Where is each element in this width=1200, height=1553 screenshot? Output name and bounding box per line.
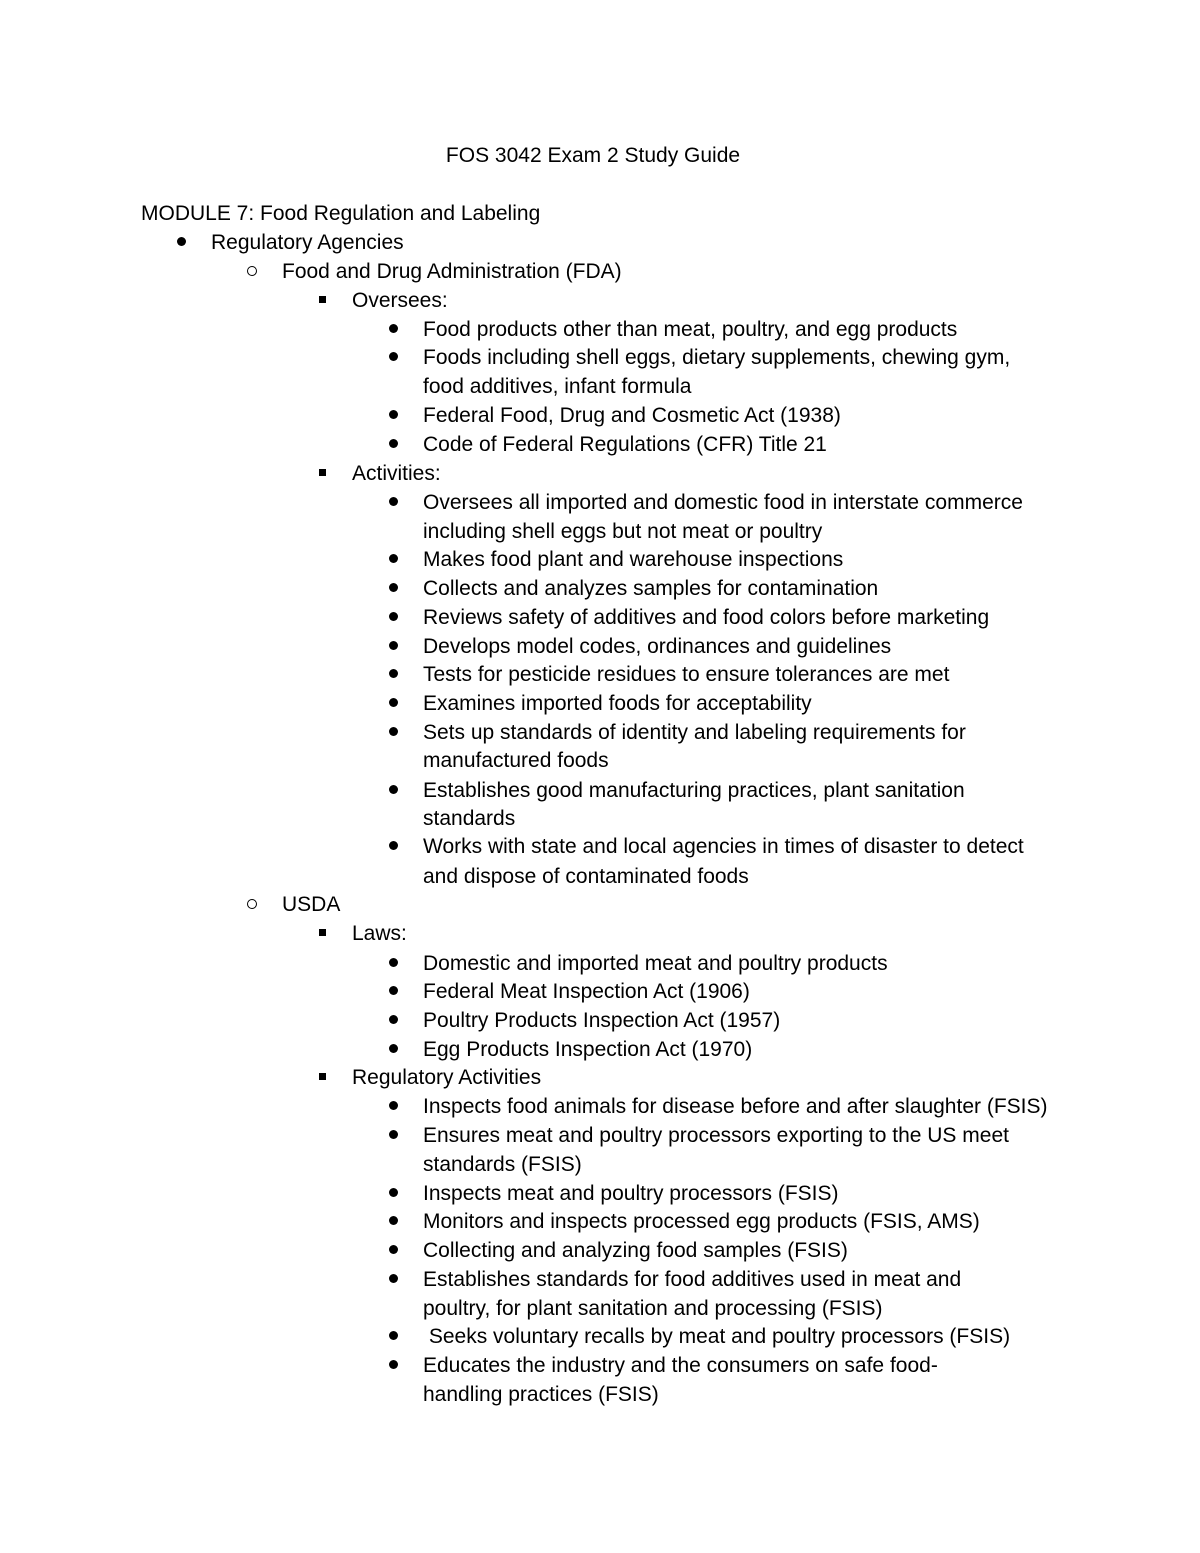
bullet-dot-icon: [383, 1035, 403, 1064]
bullet-dot-icon: [383, 545, 403, 574]
bullet-dot-icon: [383, 660, 403, 689]
list-item-continuation: and dispose of contaminated foods: [423, 865, 749, 888]
list-item: Collecting and analyzing food samples (FSIS): [423, 1239, 848, 1262]
list-item: Inspects meat and poultry processors (FSIS): [423, 1182, 839, 1205]
list-item: Sets up standards of identity and labeling requirements for: [423, 721, 966, 744]
bullet-dot-icon: [383, 315, 403, 344]
list-item: Reviews safety of additives and food colors before marketing: [423, 606, 990, 629]
list-item: Works with state and local agencies in times of disaster to detect: [423, 835, 1024, 858]
document-title: FOS 3042 Exam 2 Study Guide: [445, 144, 741, 167]
bullet-dot-icon: [383, 689, 403, 718]
bullet-dot-icon: [383, 1006, 403, 1035]
list-item: Code of Federal Regulations (CFR) Title 21: [423, 433, 827, 456]
list-item: Food products other than meat, poultry, and egg products: [423, 318, 958, 341]
list-item: Develops model codes, ordinances and guidelines: [423, 635, 892, 658]
bullet-dot-icon: [383, 1121, 403, 1150]
list-item: Seeks voluntary recalls by meat and poultry processors (FSIS): [423, 1325, 1011, 1348]
fda-activities-label: Activities:: [352, 462, 441, 485]
list-item: Establishes standards for food additives used in meat and: [423, 1268, 962, 1291]
bullet-dot-icon: [383, 1351, 403, 1380]
list-item: Inspects food animals for disease before and after slaughter (FSIS): [423, 1095, 1048, 1118]
bullet-dot-icon: [383, 1207, 403, 1236]
bullet-dot-icon: [383, 776, 403, 805]
bullet-dot-icon: [383, 603, 403, 632]
bullet-dot-icon: [383, 949, 403, 978]
bullet-dot-icon: [383, 1265, 403, 1294]
module-heading: MODULE 7: Food Regulation and Labeling: [141, 202, 541, 225]
section-heading: Regulatory Agencies: [211, 231, 404, 254]
list-item-continuation: including shell eggs but not meat or poultry: [423, 520, 823, 543]
list-item: Poultry Products Inspection Act (1957): [423, 1009, 781, 1032]
bullet-dot-icon: [383, 1322, 403, 1351]
list-item: Makes food plant and warehouse inspections: [423, 548, 844, 571]
list-item: Collects and analyzes samples for contamination: [423, 577, 879, 600]
bullet-square-icon: [312, 1063, 332, 1092]
list-item: Ensures meat and poultry processors exporting to the US meet: [423, 1124, 1009, 1147]
bullet-circle-icon: [242, 890, 262, 919]
list-item-continuation: standards: [423, 807, 516, 830]
bullet-dot-icon: [383, 488, 403, 517]
list-item: Educates the industry and the consumers on safe food-: [423, 1354, 938, 1377]
bullet-dot-icon: [171, 228, 191, 257]
list-item-continuation: food additives, infant formula: [423, 375, 692, 398]
list-item: Federal Meat Inspection Act (1906): [423, 980, 750, 1003]
list-item: Foods including shell eggs, dietary supplements, chewing gym,: [423, 346, 1011, 369]
bullet-dot-icon: [383, 832, 403, 861]
list-item: Tests for pesticide residues to ensure tolerances are met: [423, 663, 950, 686]
bullet-dot-icon: [383, 343, 403, 372]
bullet-dot-icon: [383, 1236, 403, 1265]
list-item-continuation: handling practices (FSIS): [423, 1383, 659, 1406]
usda-activities-label: Regulatory Activities: [352, 1066, 542, 1089]
list-item: Examines imported foods for acceptability: [423, 692, 812, 715]
bullet-dot-icon: [383, 977, 403, 1006]
list-item-continuation: manufactured foods: [423, 749, 609, 772]
list-item: Domestic and imported meat and poultry products: [423, 952, 888, 975]
bullet-dot-icon: [383, 632, 403, 661]
fda-oversees-label: Oversees:: [352, 289, 448, 312]
bullet-dot-icon: [383, 1092, 403, 1121]
bullet-square-icon: [312, 459, 332, 488]
list-item: Establishes good manufacturing practices, plant sanitation: [423, 779, 965, 802]
list-item: Monitors and inspects processed egg products (FSIS, AMS): [423, 1210, 980, 1233]
list-item: Egg Products Inspection Act (1970): [423, 1038, 753, 1061]
bullet-circle-icon: [242, 257, 262, 286]
usda-heading: USDA: [282, 893, 341, 916]
bullet-square-icon: [312, 919, 332, 948]
bullet-dot-icon: [383, 430, 403, 459]
bullet-dot-icon: [383, 1179, 403, 1208]
list-item: Oversees all imported and domestic food in interstate commerce: [423, 491, 1023, 514]
list-item: Federal Food, Drug and Cosmetic Act (1938): [423, 404, 841, 427]
bullet-dot-icon: [383, 574, 403, 603]
usda-laws-label: Laws:: [352, 922, 407, 945]
fda-heading: Food and Drug Administration (FDA): [282, 260, 622, 283]
bullet-dot-icon: [383, 718, 403, 747]
bullet-square-icon: [312, 286, 332, 315]
list-item-continuation: standards (FSIS): [423, 1153, 582, 1176]
bullet-dot-icon: [383, 401, 403, 430]
list-item-continuation: poultry, for plant sanitation and processing (FSIS): [423, 1297, 883, 1320]
